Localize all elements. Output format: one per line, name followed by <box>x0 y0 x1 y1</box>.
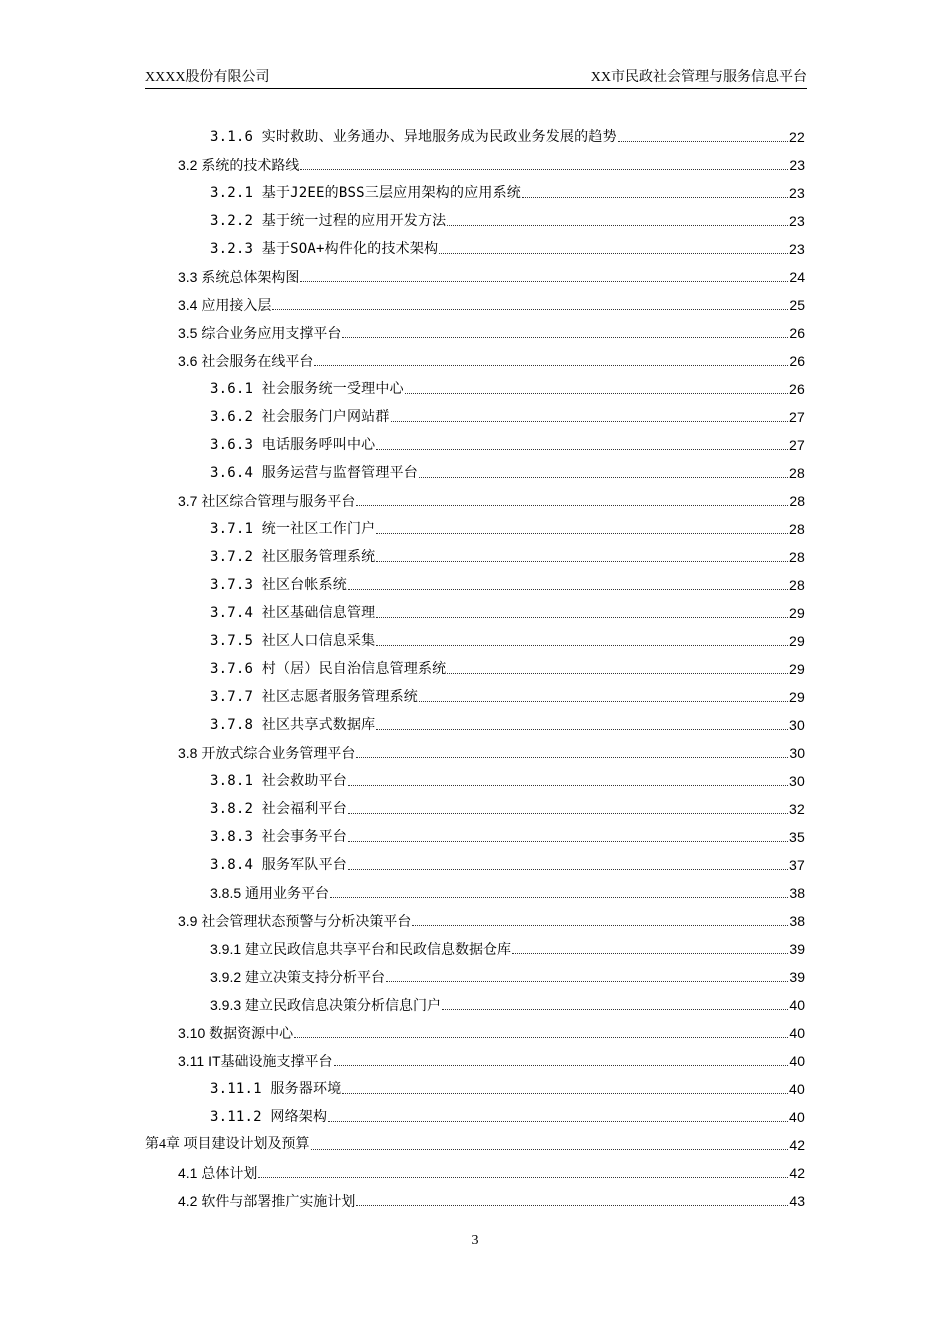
toc-leader-dots <box>330 896 788 898</box>
toc-entry[interactable] <box>210 628 805 650</box>
toc-leader-dots <box>348 812 788 814</box>
toc-leader-dots <box>391 420 788 422</box>
toc-entry-page: 39 <box>789 969 805 985</box>
toc-entry-page: 40 <box>789 1053 805 1069</box>
toc-entry-title: 3.7.5 社区人口信息采集 <box>210 633 376 649</box>
toc-entry-title: 3.6.2 社会服务门户网站群 <box>210 409 390 425</box>
toc-entry[interactable] <box>210 712 805 734</box>
toc-entry[interactable] <box>178 348 805 370</box>
toc-entry-title: 4.2 软件与部署推广实施计划 <box>178 1193 356 1209</box>
toc-leader-dots <box>376 728 788 730</box>
toc-entry[interactable] <box>178 292 805 314</box>
toc-leader-dots <box>376 616 788 618</box>
toc-leader-dots <box>348 784 788 786</box>
toc-entry-title: 3.8.4 服务军队平台 <box>210 857 347 873</box>
toc-entry[interactable] <box>210 180 805 202</box>
toc-entry-title: 3.9 社会管理状态预警与分析决策平台 <box>178 913 412 929</box>
toc-entry-title: 第4章 项目建设计划及预算 <box>145 1137 310 1152</box>
toc-entry-title: 3.2.3 基于SOA+构件化的技术架构 <box>210 241 439 257</box>
toc-entry-title: 3.9.1 建立民政信息共享平台和民政信息数据仓库 <box>210 941 512 957</box>
toc-leader-dots <box>442 1008 788 1010</box>
toc-entry-page: 43 <box>789 1193 805 1209</box>
toc-entry-page: 40 <box>789 1081 805 1097</box>
toc-entry-page: 30 <box>789 717 805 733</box>
toc-leader-dots <box>447 672 788 674</box>
toc-entry[interactable] <box>210 880 805 902</box>
header-document-title: XX市民政社会管理与服务信息平台 <box>590 70 807 85</box>
toc-entry-title: 3.8.5 通用业务平台 <box>210 885 330 901</box>
toc-entry-page: 39 <box>789 941 805 957</box>
toc-leader-dots <box>272 308 788 310</box>
toc-entry[interactable] <box>210 516 805 538</box>
toc-entry-title: 3.8 开放式综合业务管理平台 <box>178 745 356 761</box>
toc-entry-title: 3.7.4 社区基础信息管理 <box>210 605 376 621</box>
toc-entry-title: 3.7.7 社区志愿者服务管理系统 <box>210 689 418 705</box>
toc-entry[interactable] <box>210 824 805 846</box>
toc-leader-dots <box>356 1204 788 1206</box>
toc-entry[interactable] <box>145 1132 805 1154</box>
toc-leader-dots <box>342 336 788 338</box>
toc-leader-dots <box>314 364 788 366</box>
toc-entry-page: 30 <box>789 773 805 789</box>
toc-leader-dots <box>419 700 788 702</box>
toc-entry-title: 3.7 社区综合管理与服务平台 <box>178 493 356 509</box>
toc-leader-dots <box>512 952 788 954</box>
toc-entry-page: 42 <box>789 1137 805 1153</box>
toc-entry[interactable] <box>178 1160 805 1182</box>
toc-entry-page: 27 <box>789 409 805 425</box>
toc-entry-title: 4.1 总体计划 <box>178 1165 258 1181</box>
toc-entry[interactable] <box>210 460 805 482</box>
toc-entry[interactable] <box>178 1048 805 1070</box>
toc-entry[interactable] <box>178 908 805 930</box>
toc-leader-dots <box>311 1148 789 1150</box>
toc-entry-title: 3.1.6 实时救助、业务通办、异地服务成为民政业务发展的趋势 <box>210 129 617 145</box>
toc-leader-dots <box>356 756 788 758</box>
toc-leader-dots <box>376 560 788 562</box>
toc-entry[interactable] <box>178 740 805 762</box>
toc-entry[interactable] <box>210 768 805 790</box>
toc-entry-page: 23 <box>789 241 805 257</box>
toc-entry-page: 23 <box>789 157 805 173</box>
toc-leader-dots <box>342 1092 788 1094</box>
toc-entry[interactable] <box>210 992 805 1014</box>
toc-leader-dots <box>348 840 788 842</box>
toc-leader-dots <box>405 392 788 394</box>
toc-entry-title: 3.6.3 电话服务呼叫中心 <box>210 437 376 453</box>
toc-entry[interactable] <box>210 376 805 398</box>
toc-entry-title: 3.7.2 社区服务管理系统 <box>210 549 376 565</box>
toc-entry-page: 42 <box>789 1165 805 1181</box>
toc-leader-dots <box>522 196 788 198</box>
toc-entry-title: 3.9.2 建立决策支持分析平台 <box>210 969 386 985</box>
toc-entry-page: 26 <box>789 381 805 397</box>
toc-leader-dots <box>356 504 788 506</box>
toc-entry-page: 22 <box>789 129 805 145</box>
toc-entry-page: 38 <box>789 913 805 929</box>
toc-leader-dots <box>300 280 788 282</box>
toc-entry[interactable] <box>178 1020 805 1042</box>
toc-entry-page: 23 <box>789 185 805 201</box>
toc-entry-page: 32 <box>789 801 805 817</box>
toc-entry[interactable] <box>178 264 805 286</box>
toc-entry-page: 27 <box>789 437 805 453</box>
toc-entry[interactable] <box>178 1188 805 1210</box>
toc-entry[interactable] <box>210 656 805 678</box>
toc-entry-title: 3.8.3 社会事务平台 <box>210 829 347 845</box>
toc-entry-page: 29 <box>789 605 805 621</box>
toc-entry-page: 35 <box>789 829 805 845</box>
toc-entry-title: 3.10 数据资源中心 <box>178 1025 294 1041</box>
toc-entry[interactable] <box>210 936 805 958</box>
toc-leader-dots <box>258 1176 788 1178</box>
toc-leader-dots <box>334 1064 789 1066</box>
toc-entry-page: 30 <box>789 745 805 761</box>
toc-entry-title: 3.7.8 社区共享式数据库 <box>210 717 376 733</box>
toc-entry[interactable] <box>210 852 805 874</box>
toc-entry-page: 25 <box>789 297 805 313</box>
toc-entry-page: 26 <box>789 353 805 369</box>
toc-entry-page: 29 <box>789 661 805 677</box>
toc-entry[interactable] <box>210 796 805 818</box>
toc-entry-page: 40 <box>789 997 805 1013</box>
toc-entry-title: 3.4 应用接入层 <box>178 297 272 313</box>
toc-entry[interactable] <box>210 600 805 622</box>
toc-entry[interactable] <box>178 320 805 342</box>
toc-leader-dots <box>618 140 788 142</box>
toc-leader-dots <box>376 448 788 450</box>
toc-entry-page: 28 <box>789 549 805 565</box>
toc-entry[interactable] <box>178 488 805 510</box>
toc-entry-title: 3.11.2 网络架构 <box>210 1109 328 1125</box>
toc-entry-page: 28 <box>789 577 805 593</box>
toc-entry-page: 24 <box>789 269 805 285</box>
toc-leader-dots <box>412 924 788 926</box>
toc-entry-title: 3.7.3 社区台帐系统 <box>210 577 347 593</box>
toc-entry-title: 3.7.6 村（居）民自治信息管理系统 <box>210 661 447 677</box>
toc-entry-title: 3.2.2 基于统一过程的应用开发方法 <box>210 213 447 229</box>
toc-leader-dots <box>300 168 788 170</box>
toc-entry[interactable] <box>210 236 805 258</box>
toc-entry-title: 3.5 综合业务应用支撑平台 <box>178 325 342 341</box>
toc-entry-page: 28 <box>789 465 805 481</box>
toc-entry-page: 29 <box>789 633 805 649</box>
toc-leader-dots <box>439 252 788 254</box>
toc-entry[interactable] <box>210 1104 805 1126</box>
toc-entry-title: 3.6.4 服务运营与监督管理平台 <box>210 465 418 481</box>
toc-entry-title: 3.6 社会服务在线平台 <box>178 353 314 369</box>
toc-leader-dots <box>328 1120 788 1122</box>
toc-leader-dots <box>376 532 788 534</box>
toc-entry-page: 40 <box>789 1025 805 1041</box>
toc-entry-title: 3.11.1 服务器环境 <box>210 1081 342 1097</box>
toc-entry-title: 3.8.1 社会救助平台 <box>210 773 347 789</box>
toc-entry-title: 3.8.2 社会福利平台 <box>210 801 347 817</box>
toc-entry-title: 3.6.1 社会服务统一受理中心 <box>210 381 404 397</box>
toc-entry-page: 23 <box>789 213 805 229</box>
toc-entry[interactable] <box>210 544 805 566</box>
page-header <box>145 66 807 89</box>
toc-entry[interactable] <box>210 964 805 986</box>
toc-entry-page: 28 <box>789 521 805 537</box>
toc-leader-dots <box>447 224 788 226</box>
toc-entry-page: 40 <box>789 1109 805 1125</box>
toc-entry[interactable] <box>210 432 805 454</box>
toc-leader-dots <box>376 644 788 646</box>
toc-entry-page: 38 <box>789 885 805 901</box>
toc-entry-page: 26 <box>789 325 805 341</box>
toc-entry[interactable] <box>210 404 805 426</box>
toc-entry[interactable] <box>210 124 805 146</box>
toc-entry-title: 3.2.1 基于J2EE的BSS三层应用架构的应用系统 <box>210 185 521 201</box>
toc-leader-dots <box>348 588 788 590</box>
toc-entry-page: 37 <box>789 857 805 873</box>
toc-entry-title: 3.7.1 统一社区工作门户 <box>210 521 376 537</box>
toc-entry[interactable] <box>210 572 805 594</box>
toc-leader-dots <box>294 1036 788 1038</box>
header-company-name: XXXX股份有限公司 <box>145 70 270 85</box>
toc-entry-title: 3.11 IT基础设施支撑平台 <box>178 1053 333 1069</box>
toc-leader-dots <box>348 868 788 870</box>
page-number: 3 <box>471 1233 479 1248</box>
toc-entry[interactable] <box>178 152 805 174</box>
toc-entry-page: 28 <box>789 493 805 509</box>
toc-leader-dots <box>419 476 788 478</box>
toc-entry-title: 3.9.3 建立民政信息决策分析信息门户 <box>210 997 442 1013</box>
toc-entry-page: 29 <box>789 689 805 705</box>
toc-leader-dots <box>386 980 788 982</box>
toc-entry-title: 3.3 系统总体架构图 <box>178 269 300 285</box>
toc-entry[interactable] <box>210 208 805 230</box>
toc-entry[interactable] <box>210 684 805 706</box>
toc-entry-title: 3.2 系统的技术路线 <box>178 157 300 173</box>
toc-entry[interactable] <box>210 1076 805 1098</box>
